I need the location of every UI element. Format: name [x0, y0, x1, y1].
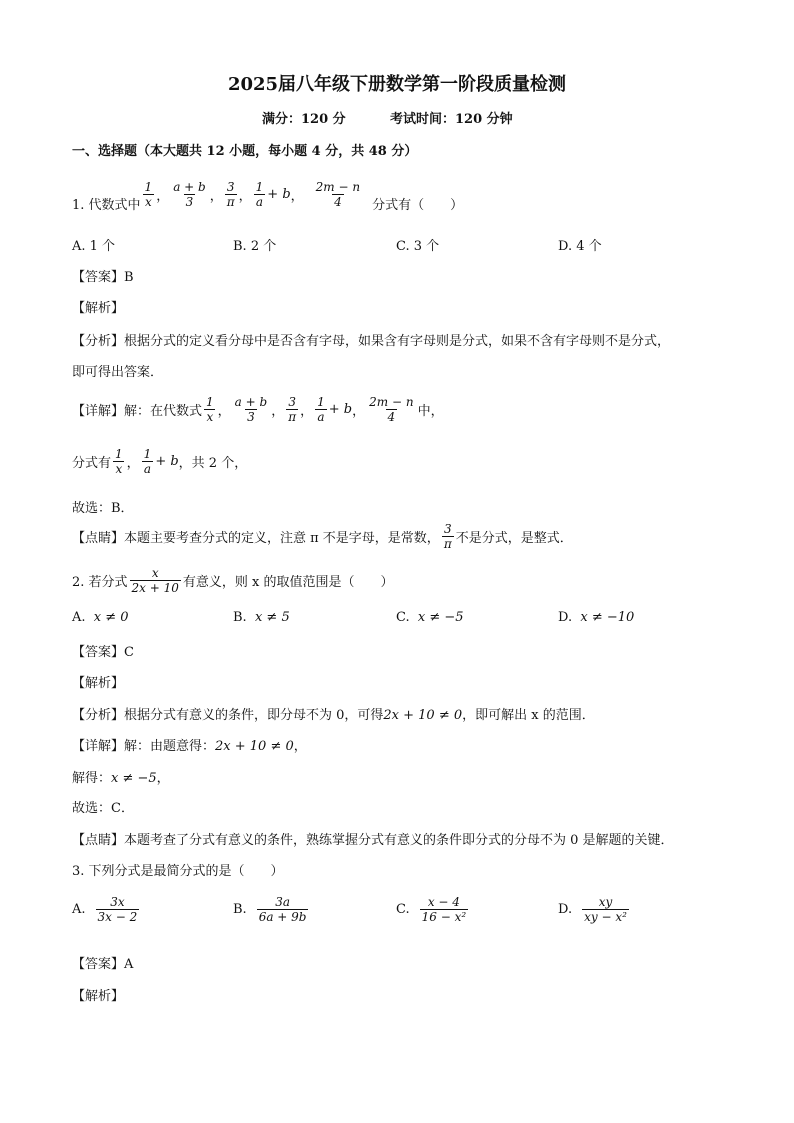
q3-option-c[interactable]: C. $\frac{x - 4}{\text{16 − x²}}$: [396, 895, 467, 924]
q1-fenxi-line1: 【分析】根据分式的定义看分母中是否含有字母，如果含有字母则是分式，如果不含有字母则不是分式，: [72, 334, 671, 349]
q1-choose: 故选：B．: [72, 501, 134, 516]
q2-analysis-label: 【解析】: [72, 676, 125, 691]
q1-dianjing: [72, 522, 573, 551]
q1-option-c[interactable]: C. 3 个: [396, 239, 440, 254]
q1-dianjing-expr: $\frac{3}{\pi}$: [443, 522, 452, 551]
q1-fenxi-line2: 即可得出答案．: [72, 365, 164, 380]
q2-option-c[interactable]: C. x ≠ −5: [396, 610, 464, 625]
q1-stem: 1. 代数式中 $\frac{1}{x}$ ， $\frac{a + b}{3}$ ， $\frac{3}{\pi}$ ， $\frac{1}{a}$ + b ， $\frac{2m - n}{4}$ 分式有（ ）: [72, 180, 464, 213]
q2-detail: 【详解】解：由题意得：2x + 10 ≠ 0，: [72, 739, 307, 754]
q1-detail-expr-1: $\frac{1}{x}$: [206, 395, 214, 424]
q1-expr-5: $\frac{2m - n}{4}$: [315, 180, 361, 209]
section-heading: 一、选择题（本大题共 12 小题，每小题 4 分，共 48 分）: [72, 144, 418, 159]
q1-dianjing-prefix: 【点睛】本题主要考查分式的定义，注意 π 不是字母，是常数，: [72, 531, 440, 546]
q1-detail-expr-4: $\frac{1}{a}$: [317, 395, 325, 424]
q2-dianjing: 【点睛】本题考查了分式有意义的条件，熟练掌握分式有意义的条件即分式的分母不为 0 是解题的关键．: [72, 833, 674, 848]
q1-detail2-expr-2: $\frac{1}{a}$: [143, 447, 152, 476]
exam-time: 考试时间：120 分钟: [390, 112, 513, 127]
q1-expr-2: $\frac{a + b}{3}$: [173, 180, 206, 209]
q1-expr-4-tail: + b: [267, 187, 291, 202]
q1-answer: 【答案】B: [72, 270, 134, 285]
q1-expr-3: $\frac{3}{\pi}$: [226, 180, 235, 209]
q2-option-a[interactable]: A. x ≠ 0: [72, 610, 129, 625]
q1-detail-prefix: 【详解】解：在代数式: [72, 404, 203, 419]
q1-detail-expr-5: $\frac{2m - n}{4}$: [369, 395, 414, 424]
q1-detail-suffix: 中，: [417, 404, 444, 419]
q2-suffix: 有意义，则 x 的取值范围是（ ）: [182, 575, 394, 590]
q1-option-d[interactable]: D. 4 个: [558, 239, 602, 254]
q1-detail: 【详解】解：在代数式 $\frac{1}{x}$ ， $\frac{a + b}{3}$ ， $\frac{3}{\pi}$ ， $\frac{1}{a}$ + b ， $\frac{2m - n}{4}$ 中，: [72, 395, 444, 424]
q2-option-b[interactable]: B. x ≠ 5: [233, 610, 290, 625]
q2-answer: 【答案】C: [72, 645, 134, 660]
full-score: 满分：120 分: [262, 112, 346, 127]
q1-detail-expr-4-tail: + b: [328, 402, 353, 417]
q2-choose: 故选：C．: [72, 801, 134, 816]
q3-stem: 3. 下列分式是最简分式的是（ ）: [72, 864, 284, 879]
q3-option-a[interactable]: A. $\frac{3x}{3x - 2}$: [72, 895, 138, 924]
q3-option-d[interactable]: D. $\frac{xy}{\text{xy − x²}}$: [558, 895, 627, 924]
q1-expr-1: $\frac{1}{x}$: [144, 180, 153, 209]
q1-detail-expr-2: $\frac{a + b}{3}$: [234, 395, 268, 424]
q1-option-a[interactable]: A. 1 个: [72, 239, 116, 254]
q1-detail2-expr-2-tail: + b: [155, 454, 179, 469]
page-title: 2025届八年级下册数学第一阶段质量检测: [227, 74, 567, 95]
q2-stem: [72, 566, 394, 595]
q3-answer: 【答案】A: [72, 957, 134, 972]
q1-option-b[interactable]: B. 2 个: [233, 239, 277, 254]
q1-detail2-prefix: 分式有: [72, 456, 112, 471]
q2-prefix: 2. 若分式: [72, 575, 128, 590]
q2-solve: 解得：x ≠ −5，: [72, 771, 170, 786]
q3-analysis-label: 【解析】: [72, 989, 125, 1004]
q2-fenxi: 【分析】根据分式有意义的条件，即分母不为 0，可得2x + 10 ≠ 0，即可解出 x 的范围．: [72, 708, 595, 723]
q1-expr-4: $\frac{1}{a}$: [255, 180, 264, 209]
q1-suffix: 分式有（ ）: [372, 198, 464, 213]
q3-option-b[interactable]: B. $\frac{3a}{6a + 9b}$: [233, 895, 307, 924]
q1-detail2-expr-1: $\frac{1}{x}$: [115, 447, 123, 476]
q1-detail-expr-3: $\frac{3}{\pi}$: [288, 395, 297, 424]
q1-prefix: 1. 代数式中: [72, 198, 141, 213]
q1-detail2: 分式有 $\frac{1}{x}$ ， $\frac{1}{a}$ + b ，共 2 个，: [72, 447, 248, 476]
q2-fraction: $\frac{x}{2x + 10}$: [131, 566, 179, 595]
q1-dianjing-suffix: 不是分式，是整式．: [455, 531, 573, 546]
q1-analysis-label: 【解析】: [72, 301, 125, 316]
q1-detail2-suffix: ，共 2 个，: [178, 456, 248, 471]
q2-option-d[interactable]: D. x ≠ −10: [558, 610, 635, 625]
